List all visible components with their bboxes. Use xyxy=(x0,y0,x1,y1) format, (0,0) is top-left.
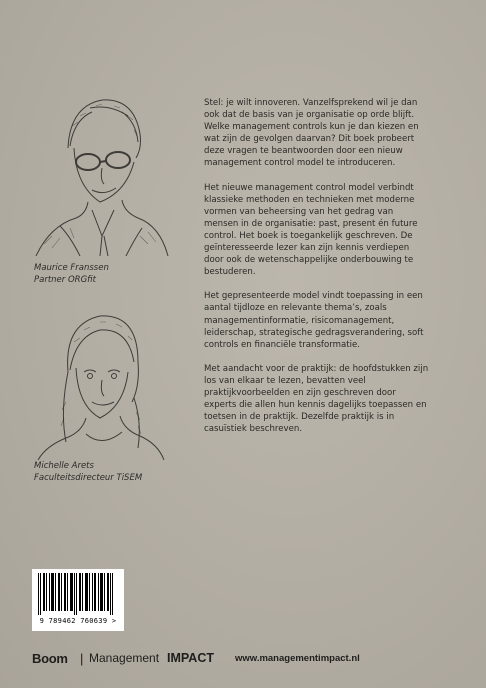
barcode-icon xyxy=(32,569,124,617)
paragraph: Het gepresenteerde model vindt toepassing in een aantal tijdloze en relevante thema’s, zoals managementinformatie, risicomanagement, leiderschap, strategische gedragsverandering, soft controls en financiële transformatie. xyxy=(204,291,424,350)
paragraph: Stel: je wilt innoveren. Vanzelfsprekend wil je dan ook dat de basis van je organisatie op orde blijft. Welke management controls kun je dan kiezen en wat zijn de gevolgen daarvan? Dit boek probeert deze vragen te beantwoorden door een nieuw management control model te introduceren. xyxy=(204,98,419,169)
isbn-digits: 9 789462 760639 > xyxy=(39,617,117,625)
publisher-impact: IMPACT xyxy=(167,651,214,665)
portrait-michelle-arets xyxy=(30,302,170,460)
caption-maurice xyxy=(34,262,109,286)
person-role: Partner ORGfit xyxy=(34,275,96,285)
caption-michelle xyxy=(34,460,142,484)
person-name: Michelle Arets xyxy=(34,461,94,471)
paragraph: Met aandacht voor de praktijk: de hoofdstukken zijn los van elkaar te lezen, bevatten veel praktijkvoorbeelden en zijn geschreven door experts die allen hun kennis dagelijks toepassen en toetsen in de praktijk. Dezelfde praktijk is in casuïstiek beschreven. xyxy=(204,363,429,435)
publisher-boom: Boom xyxy=(32,651,68,666)
portrait-maurice-franssen xyxy=(30,86,170,256)
blurb xyxy=(204,97,430,447)
person-name: Maurice Franssen xyxy=(34,263,109,273)
publisher-management: Management xyxy=(89,651,160,665)
person-role: Faculteitsdirecteur TiSEM xyxy=(34,473,143,483)
paragraph: Het nieuwe management control model verbindt klassieke methoden en technieken met moderne vormen van beheersing van het gedrag van mensen in de organisatie: past, present én future control. Het boek is toegankelijk geschreven. De geïnteresseerde lezer kan zijn kennis verdiepen door ook de wetenschappelijke onderbouwing te bestuderen. xyxy=(204,182,418,278)
isbn-barcode xyxy=(32,569,124,631)
woman-portrait-icon xyxy=(30,302,170,460)
publisher-separator: | xyxy=(80,651,84,666)
publisher-url: www.managementimpact.nl xyxy=(235,653,360,664)
man-portrait-icon xyxy=(30,86,170,256)
